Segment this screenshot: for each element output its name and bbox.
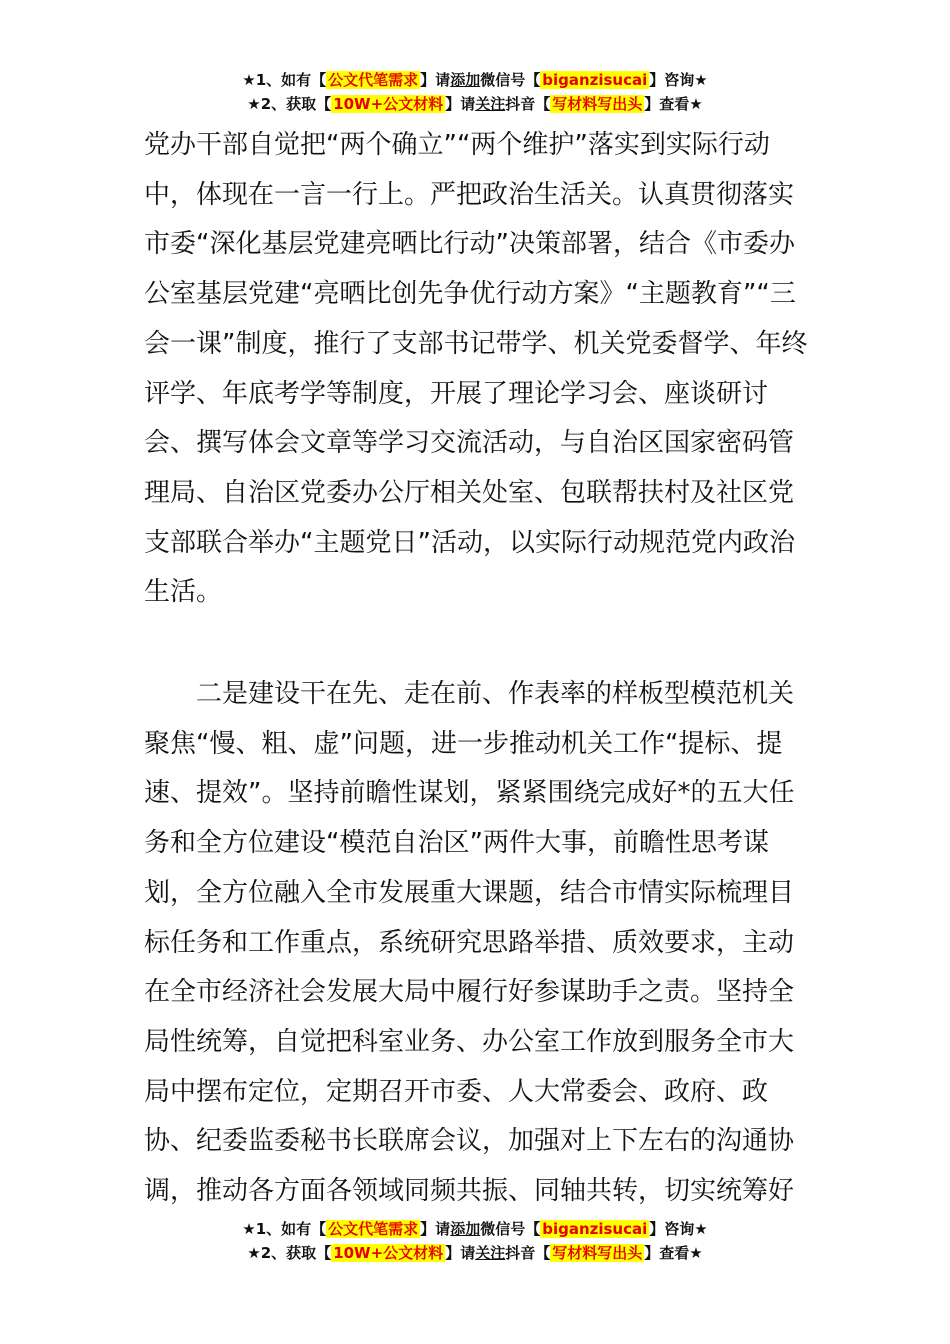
banner-text: 抖音【 [505,95,551,113]
banner-text: ★2、获取【 [247,1244,332,1262]
highlight-wechat-id: biganzisucai [542,1220,648,1238]
banner-text: 】请 [445,1244,476,1262]
highlight-materials: 10W+公文材料 [333,1244,444,1262]
banner-text: ★2、获取【 [247,95,332,113]
underlined-text: 关注 [475,95,506,113]
highlight-douyin-account: 写材料写出头 [552,95,643,113]
underlined-text: 添加 [450,1220,481,1238]
banner-text: 】请 [420,71,451,89]
banner-text: 】咨询★ [649,71,708,89]
banner-text: 】查看★ [644,95,703,113]
body-paragraph-1: 党办干部自觉把“两个确立”“两个维护”落实到实际行动中，体现在一言一行上。严把政治生活关。认真贯彻落实市委“深化基层党建亮晒比行动”决策部署，结合《市委办公室基层党建“亮晒比创先争优行动方案》“主题教育”“三会一课”制度，推行了支部书记带学、机关党委督学、年终评学、年底考学等制度，开展了理论学习会、座谈研讨会、撰写体会文章等学习交流活动，与自治区国家密码管理局、自治区党委办公厅相关处室、包联帮扶村及社区党支部联合举办“主题党日”活动，以实际行动规范党内政治生活。 [144,130,808,608]
banner-line-2 [0,1241,950,1265]
banner-text: 】请 [445,95,476,113]
banner-line-2 [0,92,950,116]
highlight-service: 公文代笔需求 [328,1220,419,1238]
banner-text: 】咨询★ [649,1220,708,1238]
highlight-wechat-id: biganzisucai [542,71,648,89]
underlined-text: 关注 [475,1244,506,1262]
highlight-service: 公文代笔需求 [328,71,419,89]
underlined-text: 添加 [450,71,481,89]
banner-text: ★1、如有【 [242,71,327,89]
highlight-materials: 10W+公文材料 [333,95,444,113]
banner-text: 】请 [420,1220,451,1238]
header-banner [0,68,950,116]
banner-text: 微信号【 [480,71,541,89]
banner-line-1 [0,1217,950,1241]
banner-text: 抖音【 [505,1244,551,1262]
footer-banner [0,1217,950,1265]
body-paragraph-2: 二是建设干在先、走在前、作表率的样板型模范机关聚焦“慢、粗、虚”问题，进一步推动机关工作“提标、提速、提效”。坚持前瞻性谋划，紧紧围绕完成好*的五大任务和全方位建设“模范自治区”两件大事，前瞻性思考谋划，全方位融入全市发展重大课题，结合市情实际梳理目标任务和工作重点，系统研究思路举措、质效要求，主动在全市经济社会发展大局中履行好参谋助手之责。坚持全局性统筹，自觉把科室业务、办公室工作放到服务全市大局中摆布定位，定期召开市委、人大常委会、政府、政协、纪委监委秘书长联席会议，加强对上下左右的沟通协调，推动各方面各领域同频共振、同轴共转，切实统筹好 [144,679,795,1207]
highlight-douyin-account: 写材料写出头 [552,1244,643,1262]
banner-text: 微信号【 [480,1220,541,1238]
banner-line-1 [0,68,950,92]
banner-text: 】查看★ [644,1244,703,1262]
banner-text: ★1、如有【 [242,1220,327,1238]
